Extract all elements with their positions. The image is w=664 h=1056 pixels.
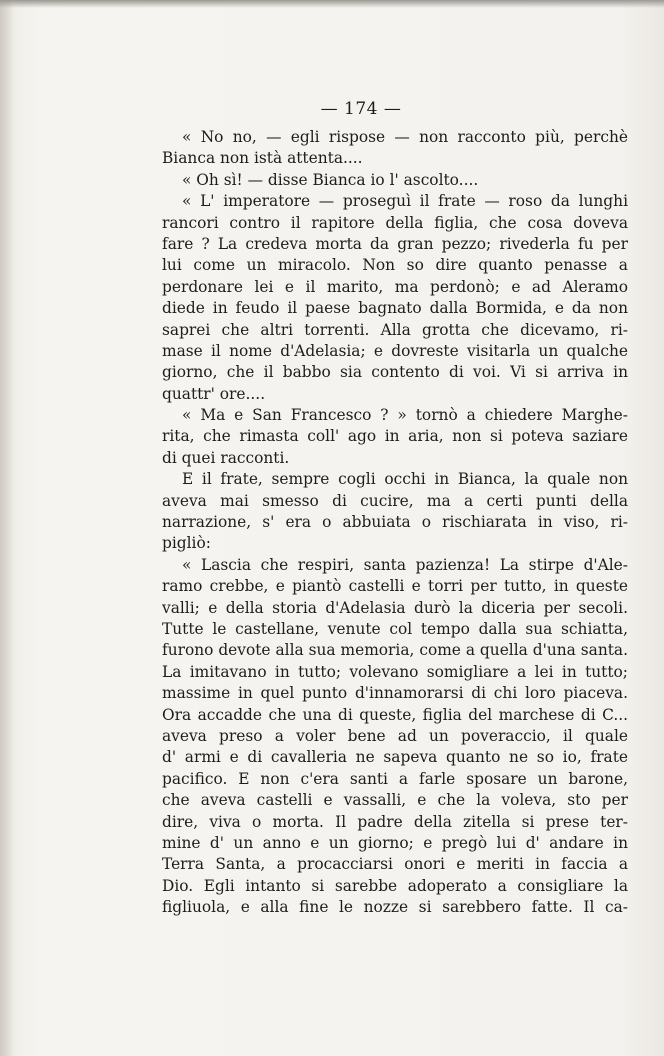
text-line: perdonare lei e il marito, ma perdonò; e ad Aleramo xyxy=(162,277,628,296)
text-line: saprei che altri torrenti. Alla grotta che dicevamo, ri- xyxy=(162,320,628,339)
text-line: Dio. Egli intanto si sarebbe adoperato a consigliare la xyxy=(162,876,628,895)
text-line: mine d' un anno e un giorno; e pregò lui d' andare in xyxy=(162,833,628,852)
text-line: La imitavano in tutto; volevano somigliare a lei in tutto; xyxy=(162,662,628,681)
text-line: « Lascia che respiri, santa pazienza! La stirpe d'Ale- xyxy=(182,555,628,574)
text-line: dire, viva o morta. Il padre della zitella si prese ter- xyxy=(162,812,628,831)
text-line: giorno, che il babbo sia contento di voi. Vi si arriva in xyxy=(162,363,628,382)
text-line: aveva preso a voler bene ad un poveraccio, il quale xyxy=(162,726,628,745)
text-line: furono devote alla sua memoria, come a quella d'una santa. xyxy=(162,641,628,660)
page-number: — 174 — xyxy=(320,99,402,119)
text-line: figliuola, e alla fine le nozze si sarebbero fatte. Il ca- xyxy=(162,898,628,917)
text-line: diede in feudo il paese bagnato dalla Bormida, e da non xyxy=(162,299,628,318)
page-top-shadow xyxy=(0,0,664,8)
text-line: « Ma e San Francesco ? » tornò a chiedere Marghe- xyxy=(182,406,628,425)
text-line: di quei racconti. xyxy=(162,448,290,467)
text-line: massime in quel punto d'innamorarsi di chi loro piaceva. xyxy=(162,684,628,703)
text-line: aveva mai smesso di cucire, ma a certi punti della xyxy=(162,491,628,510)
text-line: « L' imperatore — proseguì il frate — roso da lunghi xyxy=(182,192,628,211)
text-line: « Oh sì! — disse Bianca io l' ascolto.... xyxy=(182,170,479,189)
text-line: rita, che rimasta coll' ago in aria, non si poteva saziare xyxy=(162,427,628,446)
text-line: che aveva castelli e vassalli, e che la voleva, sto per xyxy=(162,791,628,810)
text-line: pacifico. E non c'era santi a farle sposare un barone, xyxy=(162,769,628,788)
text-line: Ora accadde che una di queste, figlia del marchese di C... xyxy=(162,705,628,724)
text-line: d' armi e di cavalleria ne sapeva quanto ne so io, frate xyxy=(162,748,628,767)
text-line: E il frate, sempre cogli occhi in Bianca, la quale non xyxy=(182,470,628,489)
text-line: « No no, — egli rispose — non racconto più, perchè xyxy=(182,128,628,146)
text-line: quattr' ore.... xyxy=(162,384,266,403)
text-line: mase il nome d'Adelasia; e dovreste visitarla un qualche xyxy=(162,341,628,360)
text-line: lui come un miracolo. Non so dire quanto penasse a xyxy=(162,256,628,275)
text-line: valli; e della storia d'Adelasia durò la diceria per secoli. xyxy=(162,598,628,617)
text-line: Bianca non istà attenta.... xyxy=(162,149,363,168)
text-line: pigliò: xyxy=(162,534,211,553)
page-edge-shadow xyxy=(0,0,14,1056)
text-line: rancori contro il rapitore della figlia, che cosa doveva xyxy=(162,213,628,232)
text-line: Terra Santa, a procacciarsi onori e meriti in faccia a xyxy=(162,855,628,874)
text-line: narrazione, s' era o abbuiata o rischiarata in viso, ri- xyxy=(162,513,628,532)
text-line: Tutte le castellane, venute col tempo dalla sua schiatta, xyxy=(162,619,628,638)
body-text xyxy=(162,127,628,918)
text-line: ramo crebbe, e piantò castelli e torri per tutto, in queste xyxy=(162,577,628,596)
text-line: fare ? La credeva morta da gran pezzo; rivederla fu per xyxy=(162,234,628,253)
